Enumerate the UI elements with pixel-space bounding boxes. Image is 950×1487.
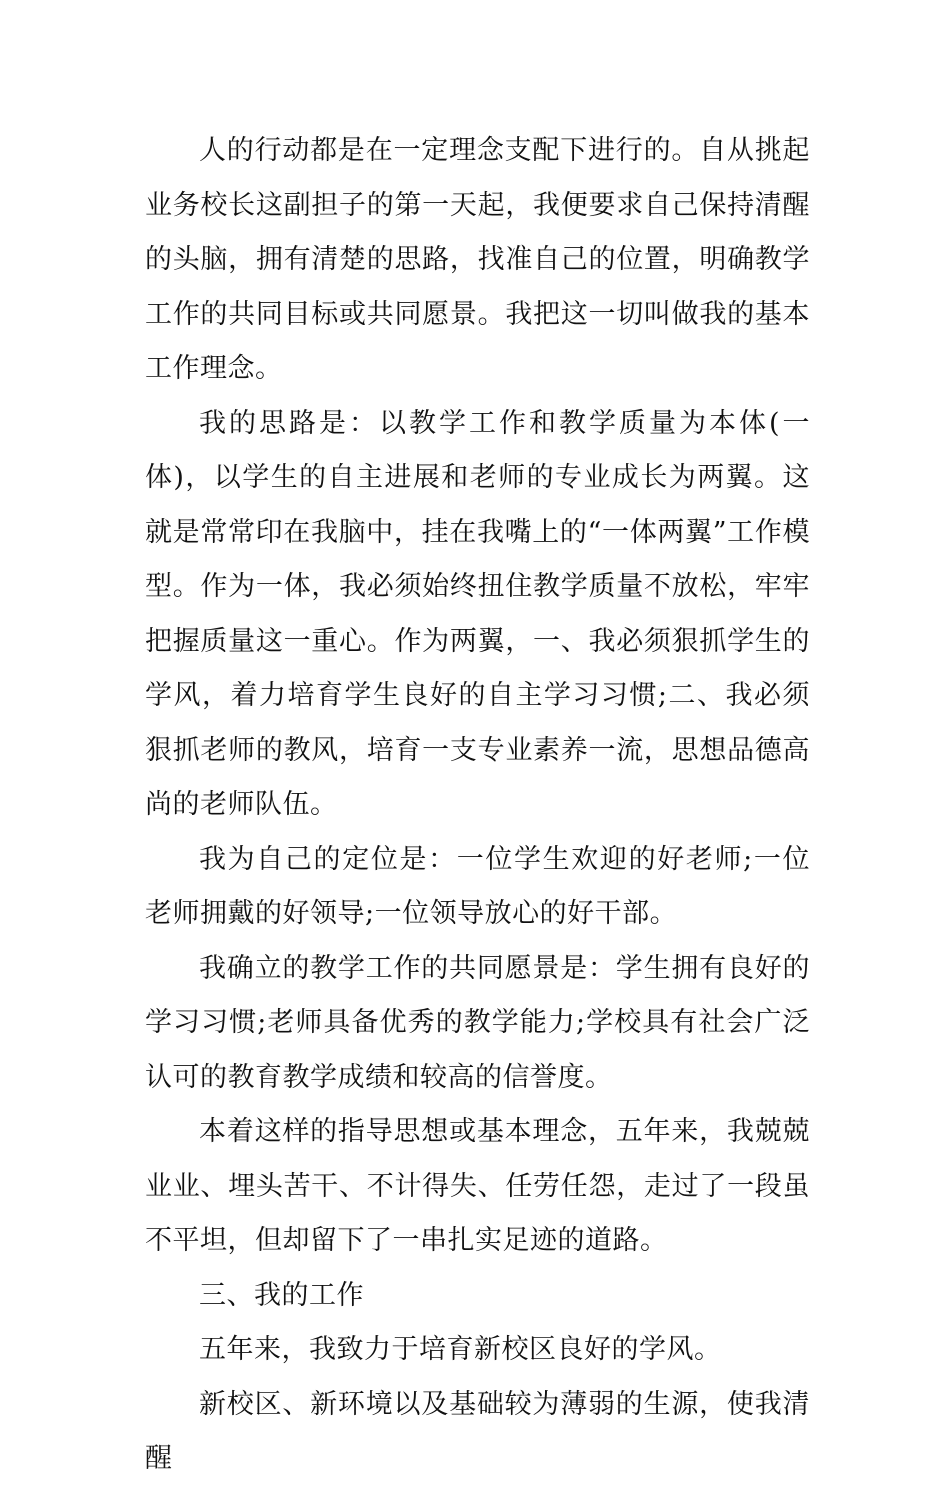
paragraph-new-campus: 新校区、新环境以及基础较为薄弱的生源，使我清醒 [145,1388,810,1474]
paragraph-self-positioning: 我为自己的定位是：一位学生欢迎的好老师;一位老师拥戴的好领导;一位领导放心的好干部。 [145,843,810,929]
paragraph-work-philosophy: 人的行动都是在一定理念支配下进行的。自从挑起业务校长这副担子的第一天起，我便要求自己保持清醒的头脑，拥有清楚的思路，找准自己的位置，明确教学工作的共同目标或共同愿景。我把这一切叫做我的基本工作理念。 [145,135,810,384]
paragraph-shared-vision: 我确立的教学工作的共同愿景是：学生拥有良好的学习习惯;老师具备优秀的教学能力;学校具有社会广泛认可的教育教学成绩和较高的信誉度。 [145,952,810,1093]
paragraph-study-style: 五年来，我致力于培育新校区良好的学风。 [199,1334,722,1365]
paragraph-work-approach: 我的思路是：以教学工作和教学质量为本体(一体)，以学生的自主进展和老师的专业成长为两翼。这就是常常印在我脑中，挂在我嘴上的“一体两翼”工作模型。作为一体，我必须始终扭住教学质量不放松，牢牢把握质量这一重心。作为两翼，一、我必须狠抓学生的学风，着力培育学生良好的自主学习习惯;二、我必须狠抓老师的教风，培育一支专业素养一流，思想品德高尚的老师队伍。 [145,407,810,820]
document-body [145,124,810,1487]
paragraph-five-years-effort: 本着这样的指导思想或基本理念，五年来，我兢兢业业、埋头苦干、不计得失、任劳任怨，走过了一段虽不平坦，但却留下了一串扎实足迹的道路。 [145,1116,810,1256]
section-heading-my-work: 三、我的工作 [199,1279,364,1311]
